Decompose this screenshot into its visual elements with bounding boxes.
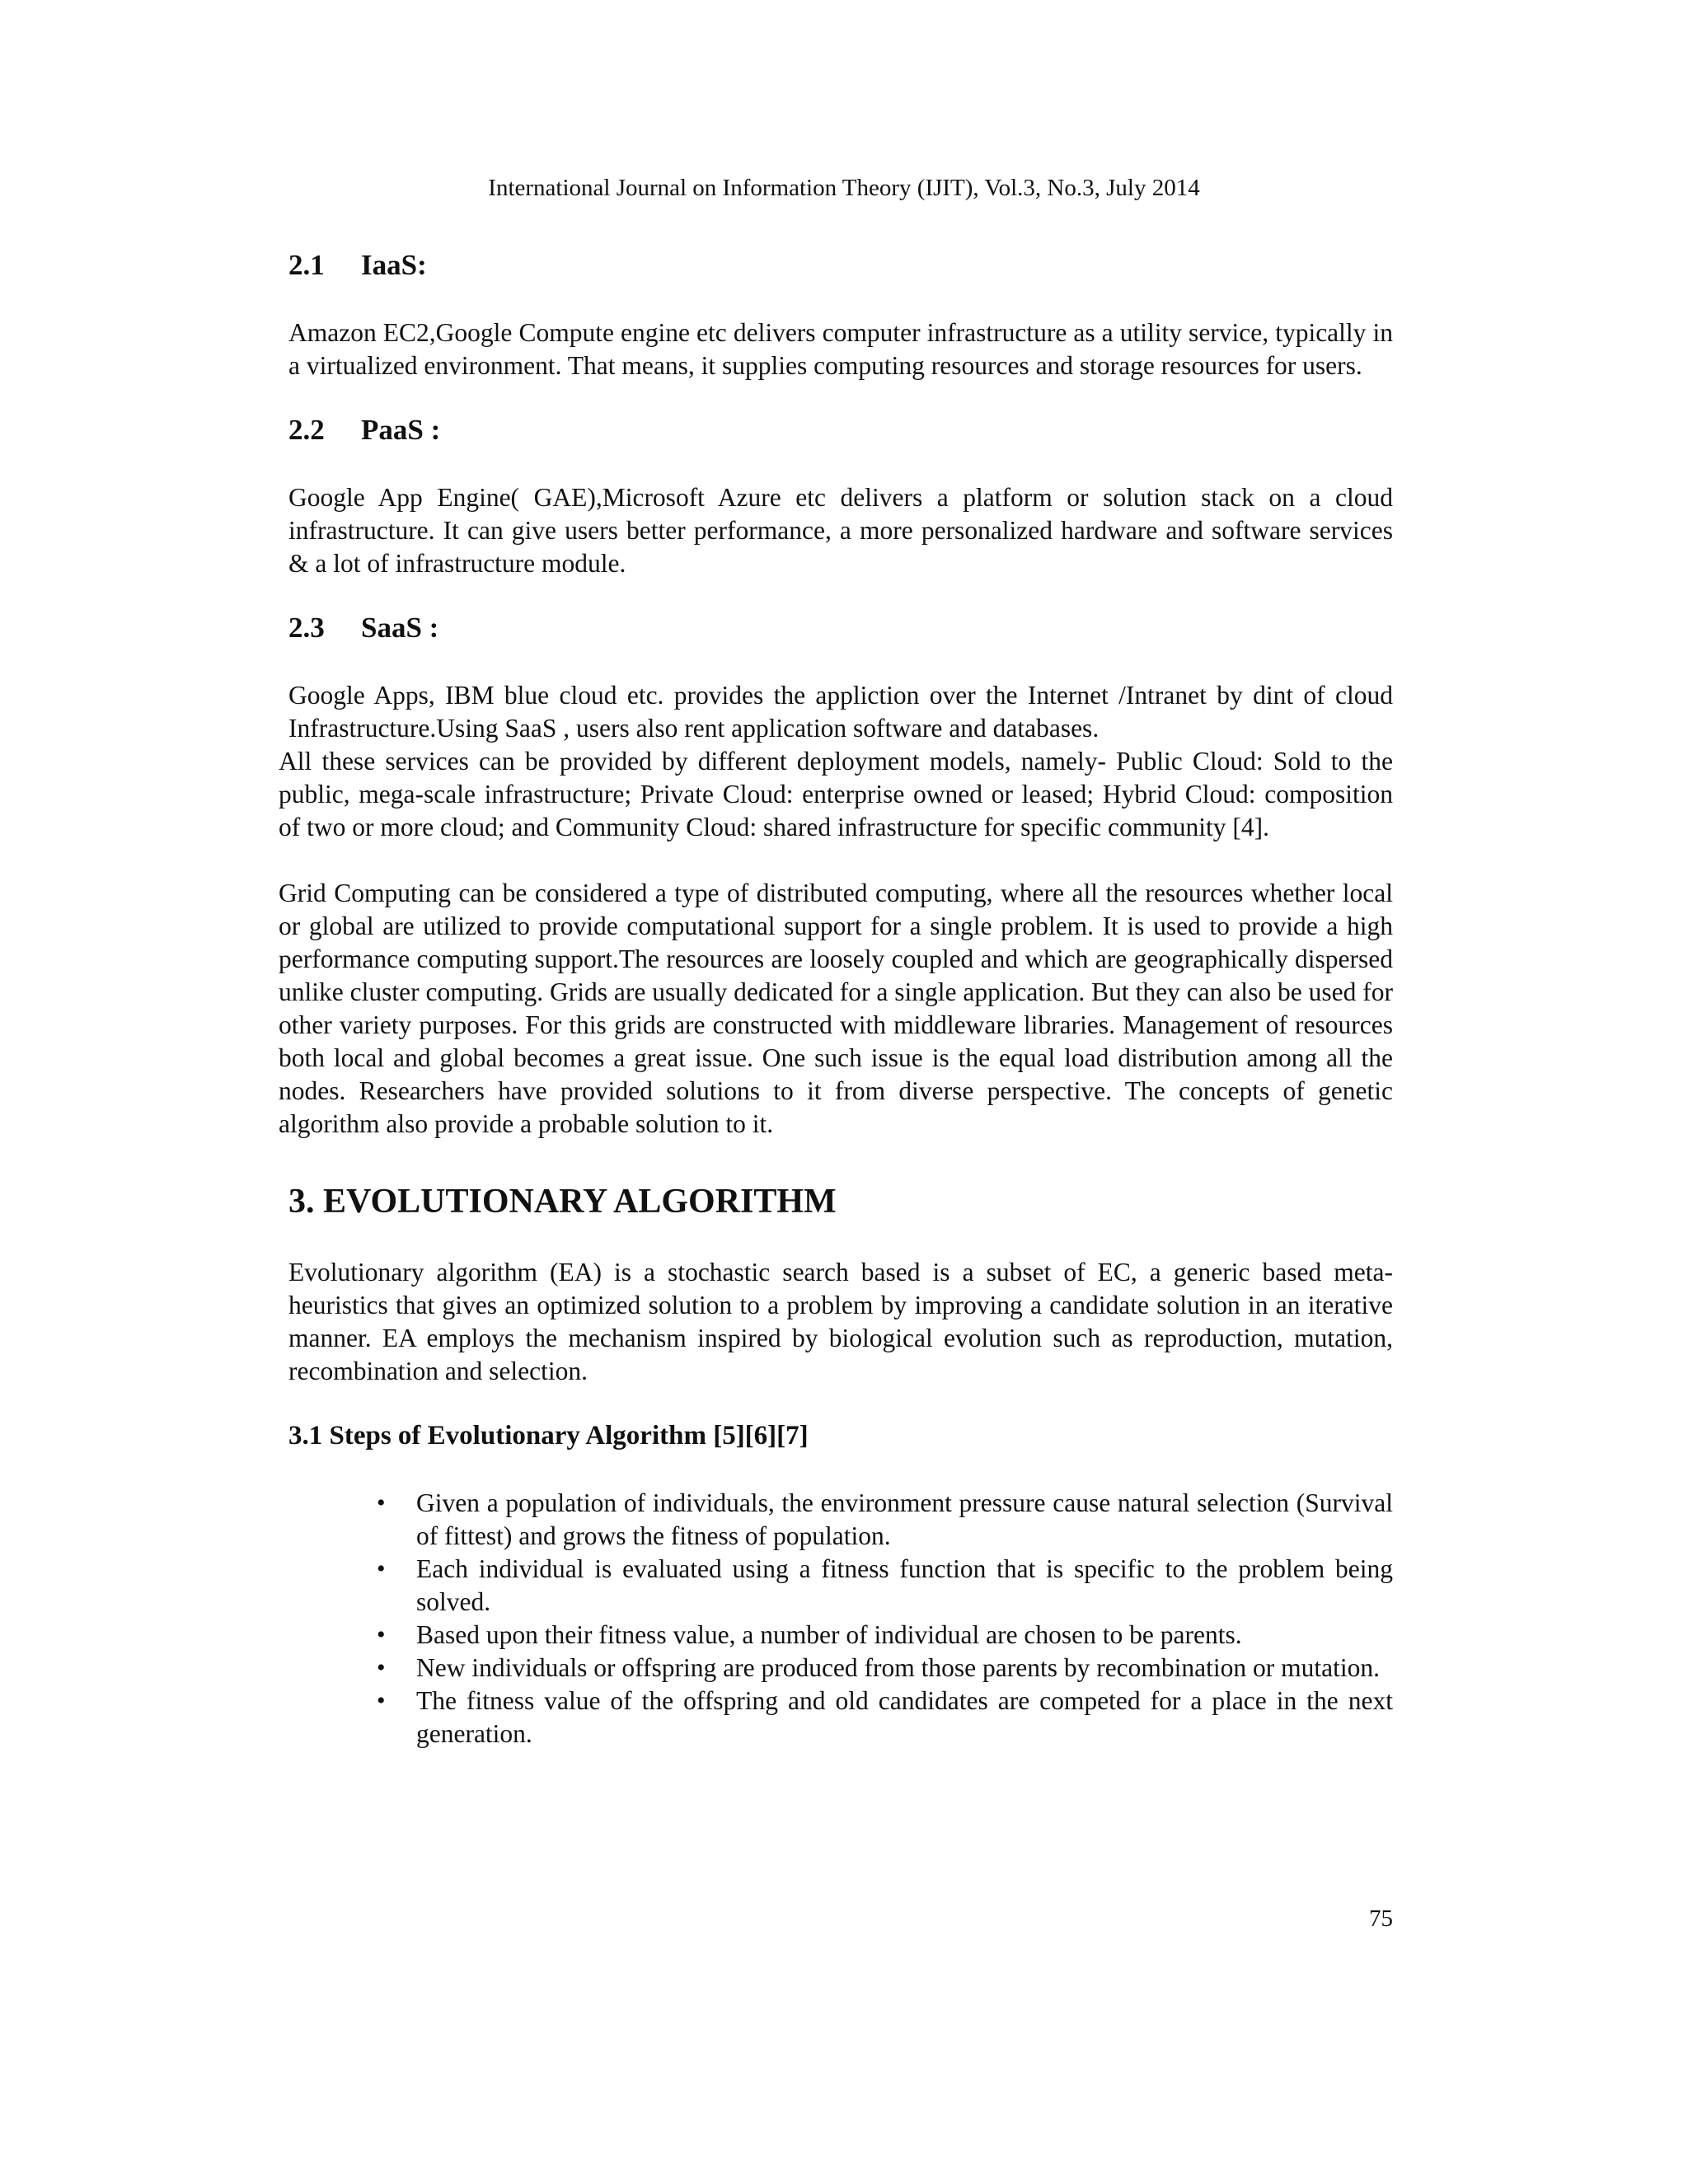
section-heading-paas [288, 412, 1393, 448]
bullet-icon: • [377, 1621, 386, 1648]
deployment-models-paragraph: All these services can be provided by different deployment models, namely- Public Cloud: Sold to the public, mega-scale infrastructure; Private Cloud: enterprise owned or leased; Hybrid Cloud: composition of two or more cloud; and Community Cloud: shared infrastructure for specific community [4]. [279, 747, 1393, 841]
list-item: • New individuals or offspring are produced from those parents by recombination or mutation. [416, 1652, 1393, 1685]
paas-paragraph: Google App Engine( GAE),Microsoft Azure etc delivers a platform or solution stack on a cloud infrastructure. It can give users better performance, a more personalized hardware and software services & a lot of infrastructure module. [288, 483, 1393, 578]
grid-computing-paragraph: Grid Computing can be considered a type of distributed computing, where all the resources whether local or global are utilized to provide computational support for a single problem. It is used to provide a high performance computing support.The resources are loosely coupled and which are geographically dispersed unlike cluster computing. Grids are usually dedicated for a single application. But they can also be used for other variety purposes. For this grids are constructed with middleware libraries. Management of resources both local and global becomes a great issue. One such issue is the equal load distribution among all the nodes. Researchers have provided solutions to it from diverse perspective. The concepts of genetic algorithm also provide a probable solution to it. [279, 879, 1393, 1138]
evolutionary-algorithm-paragraph: Evolutionary algorithm (EA) is a stochastic search based is a subset of EC, a generic based meta-heuristics that gives an optimized solution to a problem by improving a candidate solution in an iterative manner. EA employs the mechanism inspired by biological evolution such as reproduction, mutation, recombination and selection. [288, 1258, 1393, 1385]
section-title: IaaS: [361, 249, 427, 281]
list-item: • Given a population of individuals, the environment pressure cause natural selection (Survival of fittest) and grows the fitness of population. [377, 1488, 1393, 1550]
subsection-heading-steps [288, 1418, 1393, 1454]
list-item: • Based upon their fitness value, a number of individual are chosen to be parents. [416, 1619, 1393, 1652]
section-title: PaaS : [361, 414, 441, 446]
bullet-icon: • [377, 1555, 386, 1582]
section-heading-saas [288, 610, 1393, 646]
iaas-paragraph: Amazon EC2,Google Compute engine etc delivers computer infrastructure as a utility service, typically in a virtualized environment. That means, it supplies computing resources and storage resources for users. [288, 318, 1393, 380]
list-item: • Each individual is evaluated using a fitness function that is specific to the problem being solved. [377, 1554, 1393, 1616]
section-number: 2.2 [288, 414, 325, 446]
bullet-icon: • [377, 1687, 386, 1714]
steps-list [377, 1487, 1393, 1750]
bullet-icon: • [377, 1489, 386, 1516]
section-heading-evolutionary-algorithm: 3. EVOLUTIONARY ALGORITHM [288, 1183, 837, 1221]
section-heading-iaas [288, 247, 1393, 284]
bullet-icon: • [377, 1654, 386, 1681]
section-title: SaaS : [361, 612, 439, 644]
subsection-references: [5][6][7] [713, 1421, 809, 1451]
subsection-title: 3.1 Steps of Evolutionary Algorithm [288, 1421, 706, 1451]
section-number: 2.3 [288, 612, 325, 644]
page-content [279, 247, 1393, 1750]
list-item: • The fitness value of the offspring and old candidates are competed for a place in the next generation. [377, 1686, 1393, 1748]
page-number: 75 [1369, 1905, 1393, 1932]
running-header: International Journal on Information Theory (IJIT), Vol.3, No.3, July 2014 [488, 175, 1200, 201]
saas-paragraph: Google Apps, IBM blue cloud etc. provides the appliction over the Internet /Intranet by dint of cloud Infrastructure.Using SaaS , users also rent application software and databases. [288, 681, 1393, 743]
section-number: 2.1 [288, 249, 325, 281]
